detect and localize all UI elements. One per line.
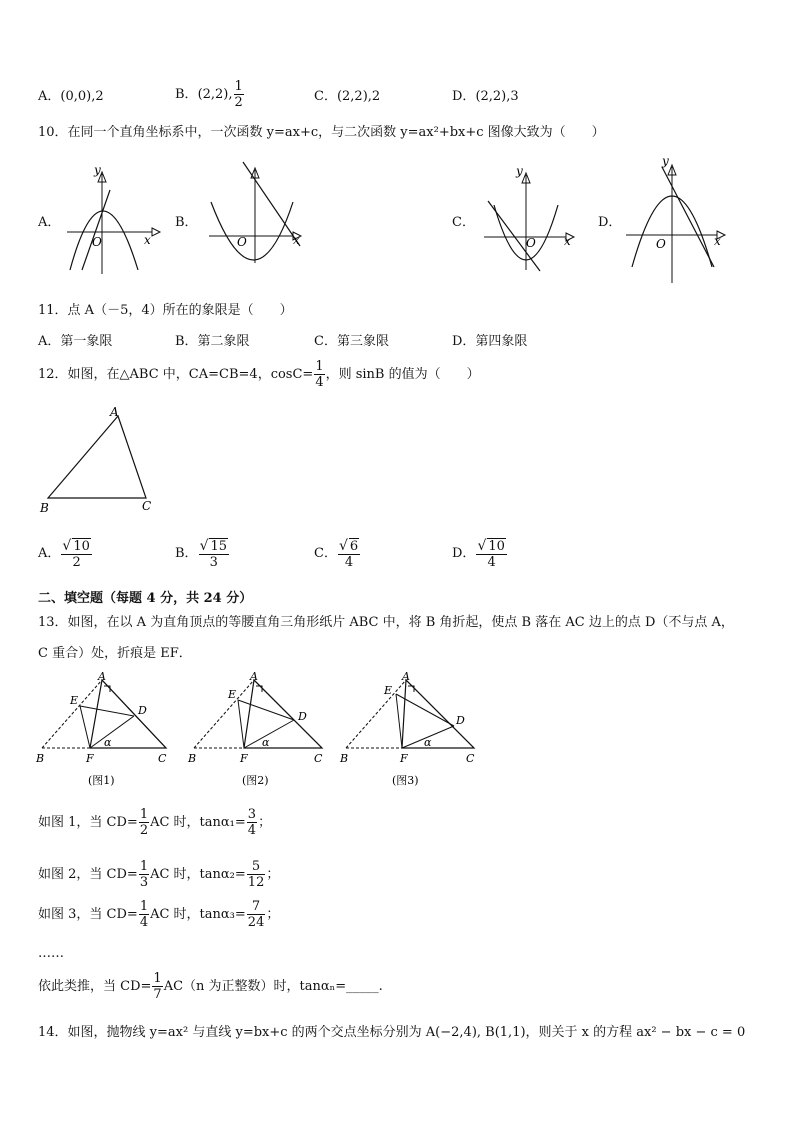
q13-ellipsis: ……	[38, 946, 64, 961]
svg-text:(图2): (图2)	[242, 774, 269, 787]
q10-graph-b	[205, 158, 310, 268]
q13-figure-3	[338, 668, 483, 792]
q12-option-a: A． $\frac{√ 10}{2}$	[38, 538, 90, 570]
svg-text:(图3): (图3)	[392, 774, 419, 787]
svg-text:B: B	[188, 752, 197, 765]
svg-text:C: C	[466, 752, 475, 765]
svg-text:E: E	[70, 694, 79, 707]
svg-text:B: B	[340, 752, 349, 765]
q13-case-3: 如图 3，当 CD= $\frac{1}{4}$ AC 时，tanα₃= $\frac{7}{24}$ ；	[38, 899, 280, 930]
vertex-label-c: C	[142, 499, 152, 513]
section-title: 二、填空题（每题 4 分，共 24 分）	[38, 591, 253, 606]
axis-x-label: x	[293, 233, 300, 247]
axis-x-label: x	[564, 234, 571, 248]
q13-figure-2	[186, 668, 331, 792]
origin-label: O	[92, 235, 102, 249]
q11-option-c: C．第三象限	[314, 334, 389, 349]
svg-text:F: F	[86, 752, 94, 765]
q11-stem: 11．点 A（－5，4）所在的象限是（ ）	[38, 303, 293, 318]
fraction: $\frac{1}{2}$	[234, 79, 243, 110]
svg-text:(图1): (图1)	[88, 774, 115, 787]
q9-option-d: D．(2,2),3	[452, 89, 519, 104]
origin-label: O	[237, 235, 247, 249]
q10-stem: 10．在同一个直角坐标系中，一次函数 y=ax+c，与二次函数 y=ax²+bx+c 图像大致为（ ）	[38, 125, 605, 140]
q13-stem-line1: 13．如图，在以 A 为直角顶点的等腰直角三角形纸片 ABC 中，将 B 角折起，使点 B 落在 AC 边上的点 D（不与点 A，	[38, 615, 734, 630]
axis-x-label: x	[714, 234, 721, 248]
q10-graph-a	[62, 162, 162, 277]
q13-case-1: 如图 1，当 CD= $\frac{1}{2}$ AC 时，tanα₁= $\frac{3}{4}$ ；	[38, 807, 272, 838]
origin-label: O	[526, 236, 536, 250]
q12-stem: 12．如图，在△ABC 中，CA=CB=4，cosC= $\frac{1}{4}$ ，则 sinB 的值为（ ）	[38, 359, 480, 390]
q12-triangle-figure	[36, 404, 166, 516]
axis-y-label: y	[94, 163, 101, 177]
svg-text:α: α	[424, 736, 432, 749]
axis-y-label: y	[516, 165, 523, 178]
svg-text:D: D	[138, 704, 147, 717]
q12-option-d: D． $\frac{√ 10}{4}$	[452, 538, 505, 570]
svg-text:α: α	[262, 736, 270, 749]
q13-figure-1	[34, 668, 174, 792]
q12-option-c: C． $\frac{√ 6}{4}$	[314, 538, 359, 570]
q13-case-2: 如图 2，当 CD= $\frac{1}{3}$ AC 时，tanα₂= $\frac{5}{12}$ ；	[38, 859, 280, 890]
svg-text:B: B	[36, 752, 45, 765]
svg-text:α: α	[104, 736, 112, 749]
q9-option-a: A．(0,0),2	[38, 89, 104, 104]
q13-stem-line2: C 重合）处，折痕是 EF．	[38, 646, 192, 661]
answer-blank[interactable]: _____	[346, 979, 379, 994]
svg-text:A: A	[98, 670, 106, 683]
q9-option-c: C．(2,2),2	[314, 89, 381, 104]
svg-text:D: D	[298, 710, 307, 723]
q10-option-b-label: B．	[175, 215, 198, 230]
svg-text:D: D	[456, 714, 465, 727]
axis-x-label: x	[144, 233, 151, 247]
svg-text:F: F	[400, 752, 408, 765]
origin-label: O	[656, 237, 666, 251]
svg-text:A: A	[402, 670, 410, 683]
q10-option-d-label: D．	[598, 215, 622, 230]
q12-option-b: B． $\frac{√ 15}{3}$	[175, 538, 228, 570]
svg-text:C: C	[158, 752, 167, 765]
q10-graph-c	[480, 165, 580, 275]
svg-text:A: A	[250, 670, 258, 683]
fraction: $\frac{1}{4}$	[315, 359, 324, 390]
svg-text:E: E	[228, 688, 237, 701]
axis-y-label: y	[662, 155, 669, 168]
svg-text:F: F	[240, 752, 248, 765]
q13-question: 依此类推，当 CD= $\frac{1}{7}$ AC（n 为正整数）时，tanαₙ=_____.	[38, 971, 383, 1002]
q11-option-a: A．第一象限	[38, 334, 113, 349]
q9-option-b: B．(2,2), $\frac{1}{2}$	[175, 79, 243, 110]
q11-option-b: B．第二象限	[175, 334, 250, 349]
q14-stem: 14．如图，抛物线 y=ax² 与直线 y=bx+c 的两个交点坐标分别为 A(−2,4), B(1,1)，则关于 x 的方程 ax² − bx − c = 0	[38, 1025, 746, 1040]
q11-option-d: D．第四象限	[452, 334, 528, 349]
q10-option-a-label: A．	[38, 215, 61, 230]
svg-text:C: C	[314, 752, 323, 765]
q10-option-c-label: C．	[452, 215, 475, 230]
q10-graph-d	[622, 155, 732, 285]
svg-text:E: E	[384, 684, 393, 697]
vertex-label-a: A	[110, 405, 119, 419]
vertex-label-b: B	[40, 501, 49, 515]
